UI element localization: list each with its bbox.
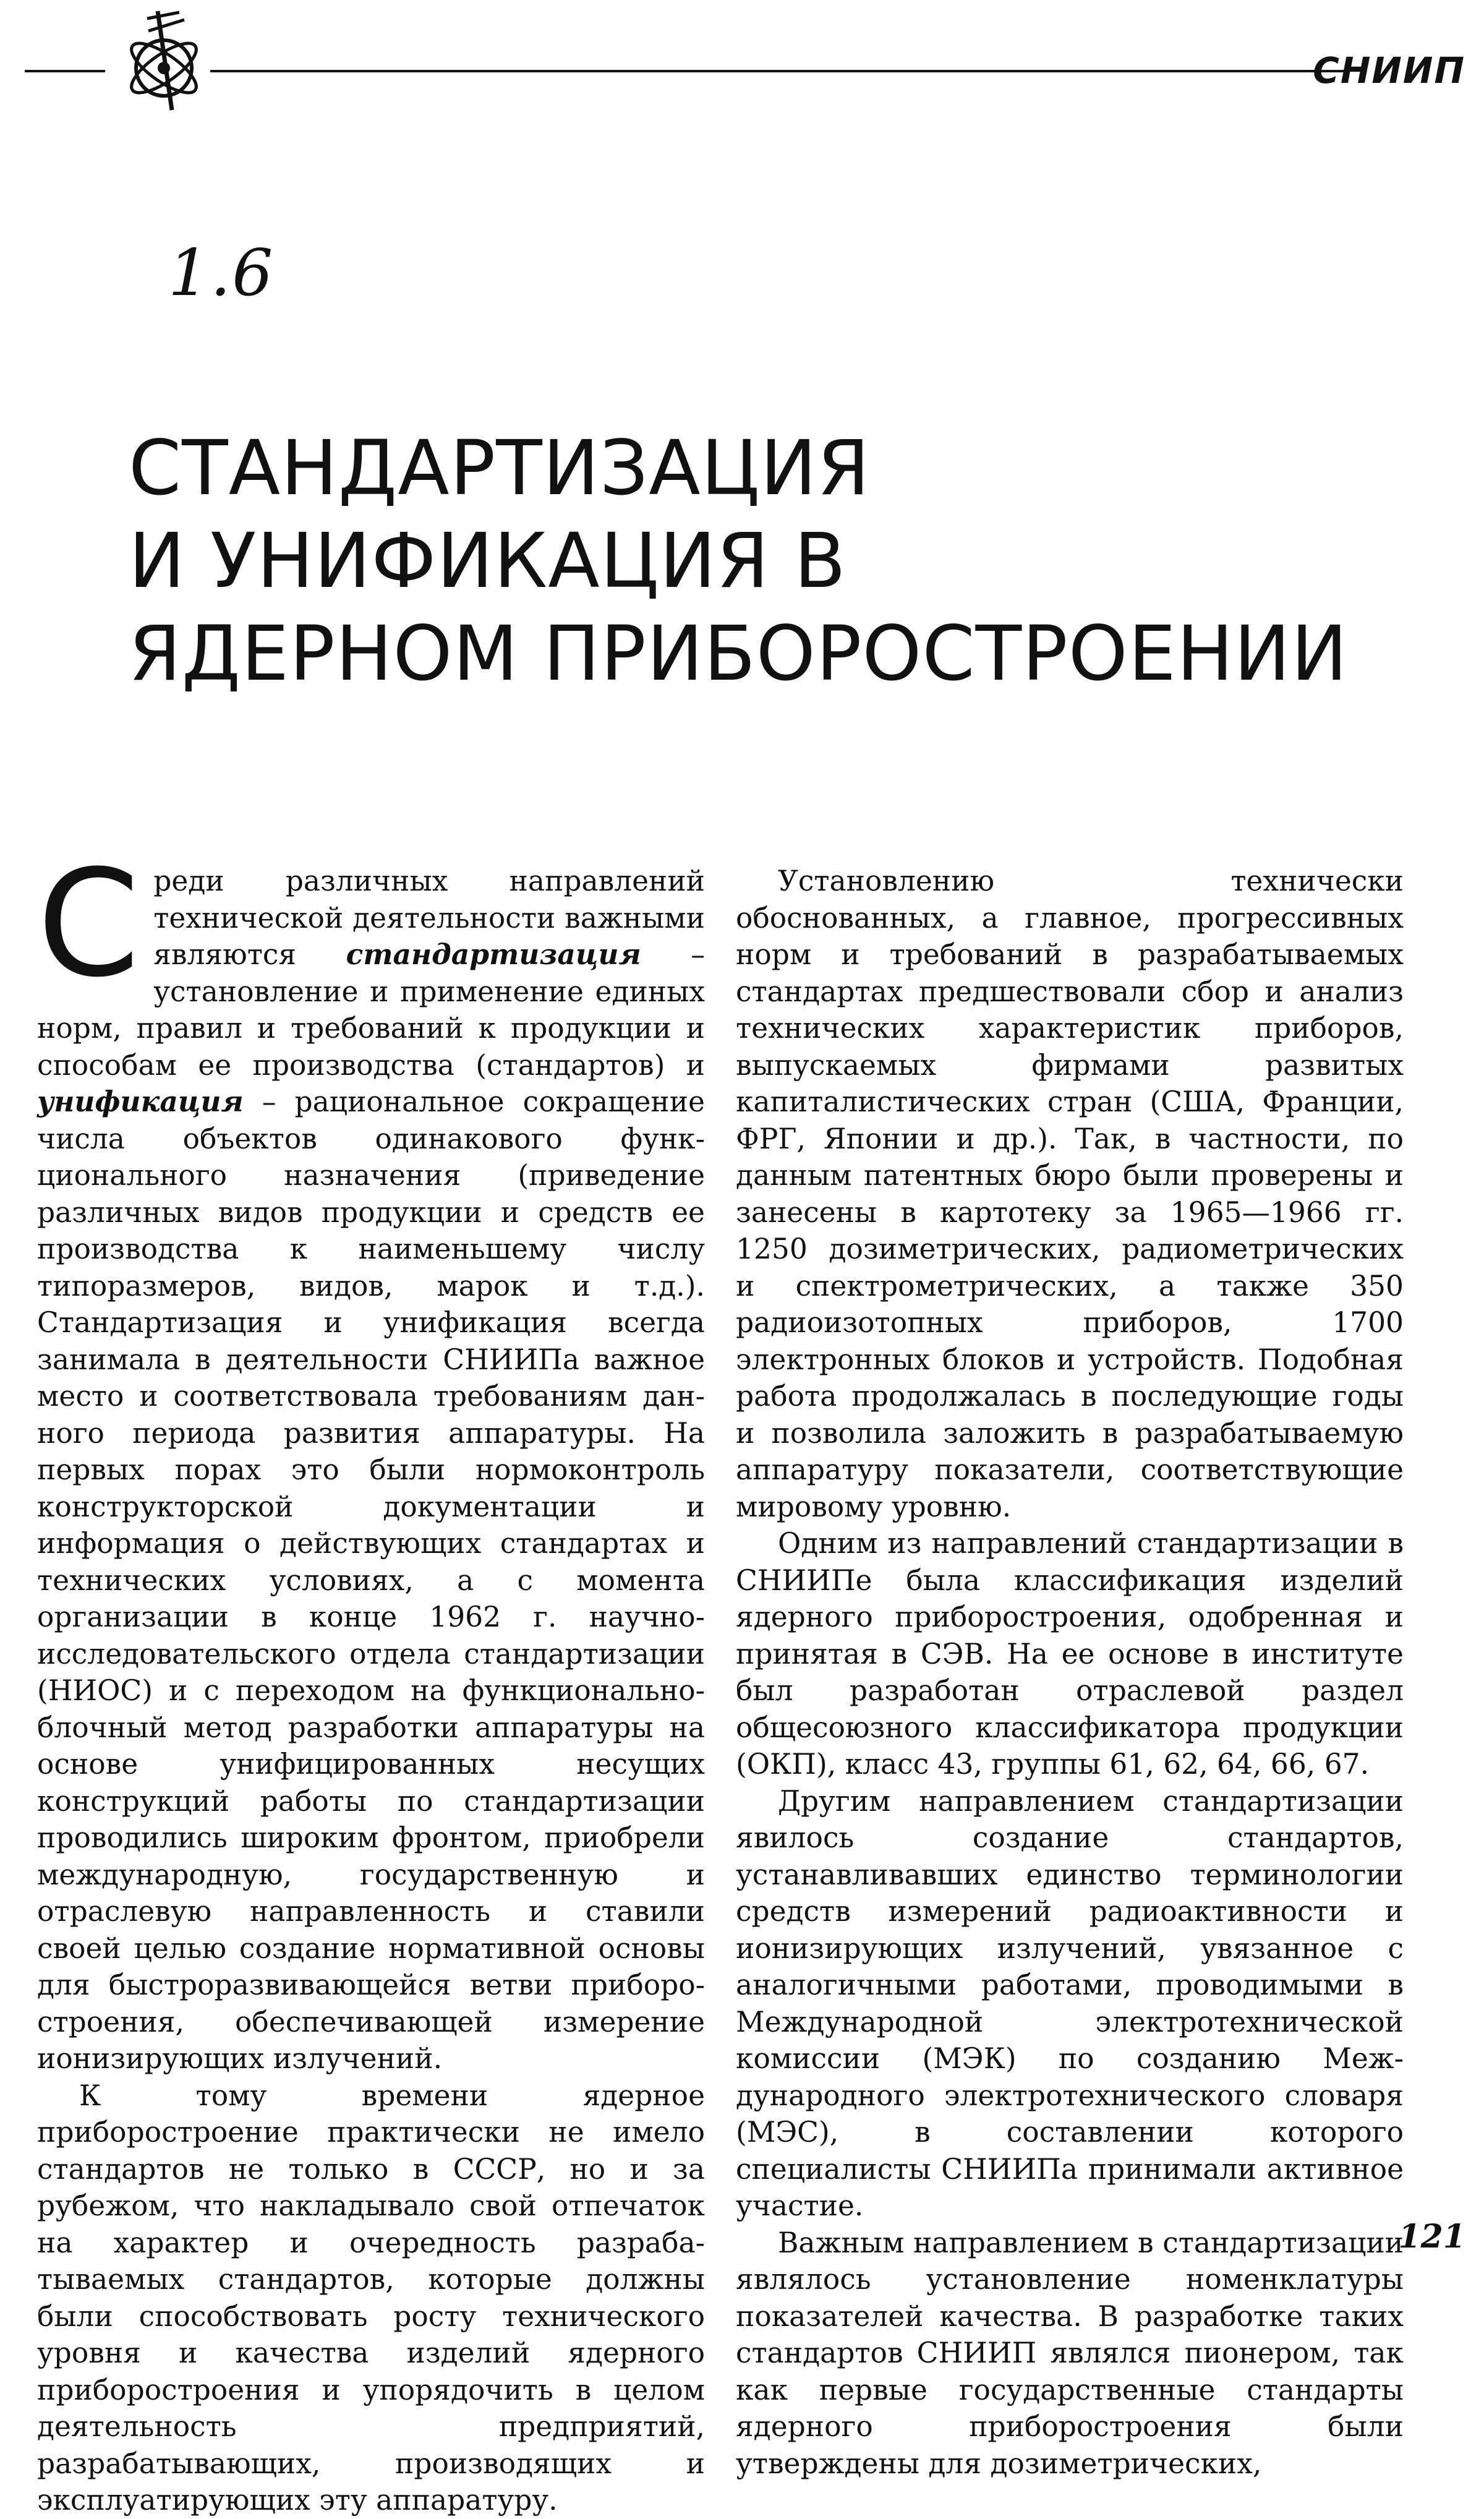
paragraph-text: – установление и применение единых норм, правил и требований к продукции и способам ее производства (стандартов) и	[37, 938, 705, 1082]
brand-name: СНИИП	[1313, 49, 1465, 92]
paragraph	[37, 839, 705, 2077]
drop-cap: С	[37, 839, 140, 1010]
title-line: ЯДЕРНОМ ПРИБОРОСТРОЕНИИ	[129, 610, 1349, 698]
atom-emblem-icon	[87, 6, 229, 111]
title-line: И УНИФИКАЦИЯ В	[129, 517, 846, 605]
paragraph-text: реди различных направлений технической деятельности важными являются	[153, 865, 705, 971]
term-unification: унификация	[37, 1085, 244, 1118]
running-header	[25, 0, 1465, 142]
term-standardization: стандартизация	[346, 938, 641, 971]
right-column	[736, 863, 1404, 2480]
title-line: СТАНДАРТИЗАЦИЯ	[129, 424, 871, 512]
paragraph-text: – рациональное сокращение числа объектов одинакового функционального назначения (приведение различных видов продукции и средств ее производства к наименьшему числу типоразмеров, видов, марок и т.д.). Стандартизация и унификация всегда занимала в деятельности СНИИПа важное место и соответствовала требованиям данного периода развития аппаратуры. На первых порах это были нормоконтроль конструкторской документации и информация о действующих стандартах и технических условиях, а с момента организации в конце 1962 г. научно-исследовательского отдела стандартизации (НИОС) и с переходом на функционально-блочный метод разработки аппаратуры на основе унифицированных несущих конструкций работы по стандартизации проводились широким фронтом, приобрели международную, государственную и отраслевую направленность и ставили своей целью создание нормативной основы для быстроразвивающейся ветви приборостроения, обеспечивающей измерение ионизирующих излучений.	[37, 1085, 705, 2075]
chapter-title	[129, 422, 1427, 700]
paragraph: Установлению технически обоснованных, а главное, прогрессивных норм и требований в разрабатываемых стандартах предшествовали сбор и анализ технических характеристик приборов, выпускаемых фирмами развитых капиталистических стран (США, Франции, ФРГ, Японии и др.). Так, в частности, по данным патентных бюро были проверены и занесены в картотеку за 1965—1966 гг. 1250 дозиметрических, радиометрических и спектрометрических, а также 350 радиоизотопных приборов, 1700 электронных блоков и устройств. Подобная работа продолжалась в последующие годы и позволила заложить в разрабатываемую аппаратуру показатели, соответствующие мировому уровню.	[736, 865, 1404, 1523]
section-number: 1.6	[168, 235, 275, 310]
paragraph: Важным направлением в стандартизации являлось установление номенклатуры показателей качества. В разработке таких стандартов СНИИП являлся пионером, так как первые государственные стандарты ядерного приборостроения были утверждены для дозиметрических,	[736, 2226, 1404, 2480]
paragraph: Другим направлением стандартизации явилось создание стандартов, устанавливавших единство терминологии средств измерений радиоактивности и ионизирующих излучений, увязанное с аналогичными работами, проводимыми в Международной электротехнической комиссии (МЭК) по созданию Международного электротехнического словаря (МЭС), в составлении которого специалисты СНИИПа принимали активное участие.	[736, 1784, 1404, 2222]
paragraph: Одним из направлений стандартизации в СНИИПе была классификация изделий ядерного приборостроения, одобренная и принятая в СЭВ. На ее основе в институте был разработан отраслевой раздел общесоюзного классификатора продукции (ОКП), класс 43, группы 61, 62, 64, 66, 67.	[736, 1527, 1404, 1781]
page-number: 121	[1398, 2218, 1465, 2256]
paragraph: К тому времени ядерное приборостроение практически не имело стандартов не только в СССР, но и за рубежом, что накладывало свой отпечаток на характер и очередность разрабатываемых стандартов, которые должны были способствовать росту технического уровня и качества изделий ядерного приборостроения и упорядочить в целом деятельность предприятий, разрабатывающих, производящих и эксплуатирующих эту аппаратуру.	[37, 2079, 705, 2517]
header-rule	[210, 70, 1348, 72]
left-column	[37, 839, 705, 2517]
